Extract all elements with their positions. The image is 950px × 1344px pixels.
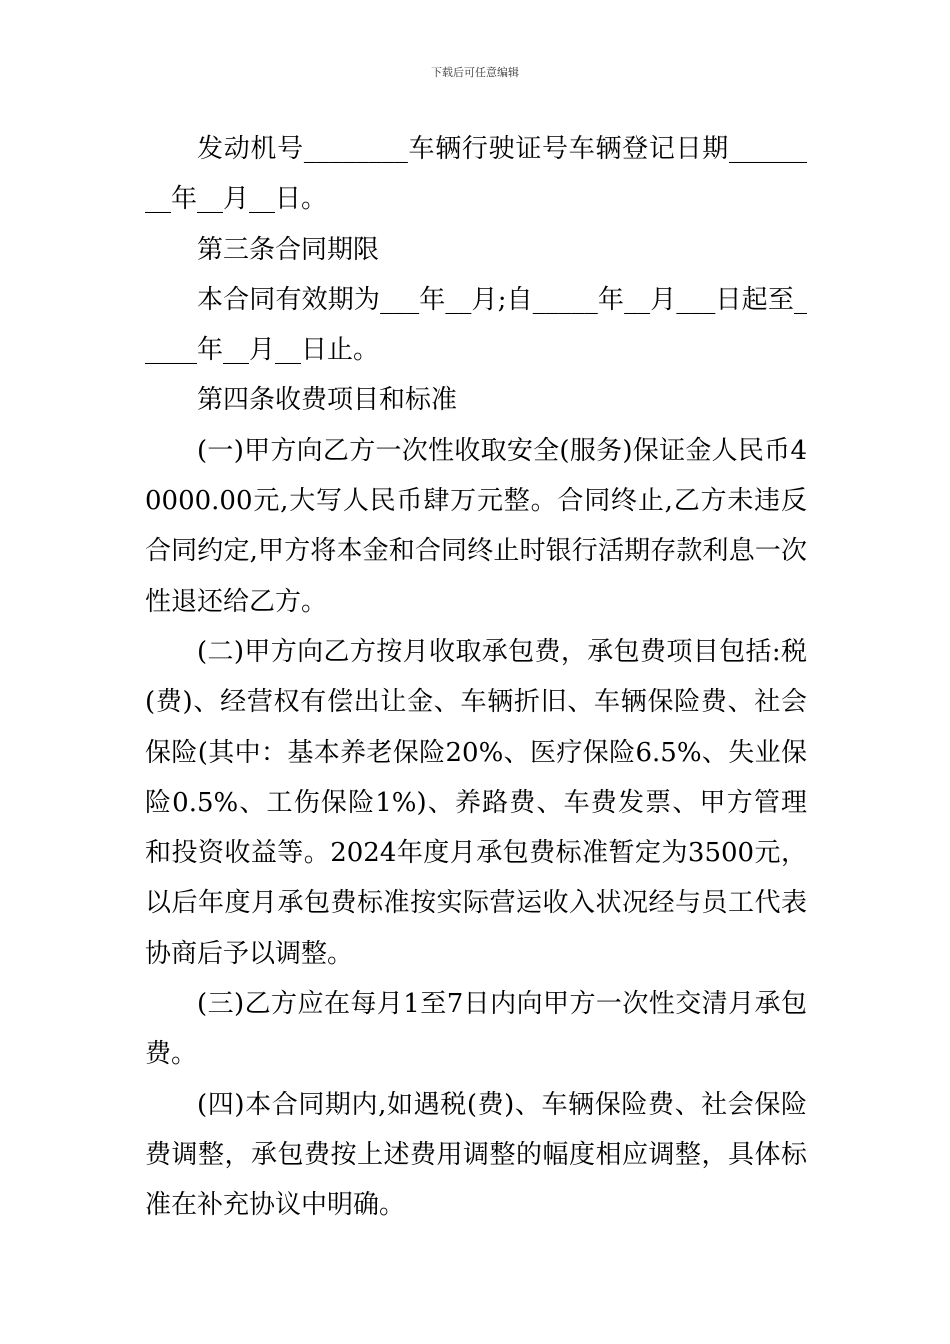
paragraph-fee-item-4: (四)本合同期内,如遇税(费)、车辆保险费、社会保险费调整，承包费按上述费用调整的幅度相应调整，具体标准在补充协议中明确。	[145, 1089, 807, 1221]
paragraph-validity-period: 本合同有效期为___年__月;自_____年__月___日起至_____年__月__日止。	[145, 284, 807, 366]
page-header-note: 下载后可任意编辑	[431, 66, 519, 79]
section-heading-fees: 第四条收费项目和标准	[197, 385, 458, 416]
paragraph-fee-item-2: (二)甲方向乙方按月收取承包费，承包费项目包括:税(费)、经营权有偿出让金、车辆折旧、车辆保险费、社会保险(其中：基本养老保险20%、医疗保险6.5%、失业保险0.5%、工伤保险1%)、养路费、车费发票、甲方管理和投资收益等。2024年度月承包费标准暂定为3500元，以后年度月承包费标准按实际营运收入状况经与员工代表协商后予以调整。	[145, 636, 807, 969]
paragraph-fee-item-1: (一)甲方向乙方一次性收取安全(服务)保证金人民币40000.00元,大写人民币肆万元整。合同终止,乙方未违反合同约定,甲方将本金和合同终止时银行活期存款利息一次性退还给乙方。	[145, 435, 807, 617]
section-heading-contract-term: 第三条合同期限	[197, 234, 380, 265]
document-body	[145, 124, 807, 1231]
paragraph-engine-number: 发动机号________车辆行驶证号车辆登记日期________年__月__日。	[145, 134, 807, 215]
paragraph-fee-item-3: (三)乙方应在每月1至7日内向甲方一次性交清月承包费。	[145, 989, 807, 1070]
